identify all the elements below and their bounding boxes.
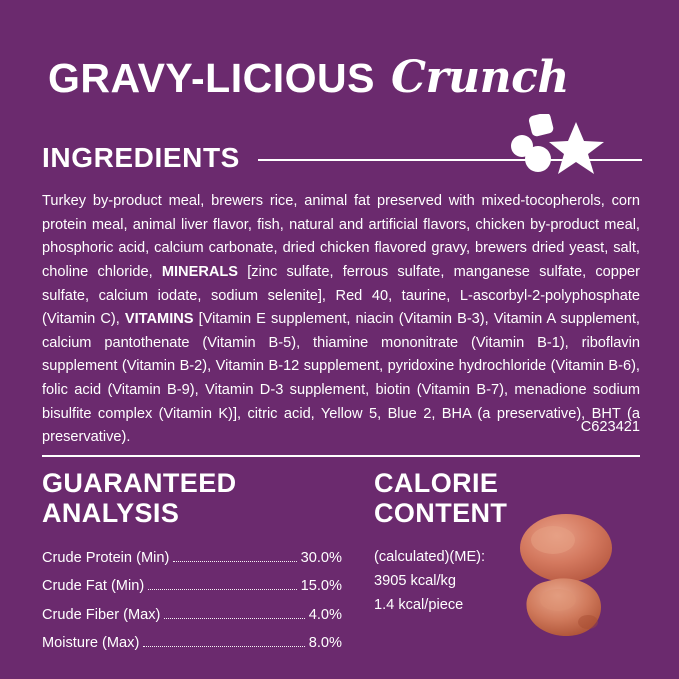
table-row [42, 572, 342, 600]
ingredients-text-2: [zinc sulfate, ferrous sulfate, manganese sulfate, copper sulfate, calcium iodate, sodium selenite], Red 40, taurine, L-ascorbyl-2-polyphosphate (Vitamin C), [42, 263, 640, 328]
nutrient-value: 4.0% [308, 606, 342, 623]
table-row [42, 629, 342, 657]
guaranteed-analysis-rows [42, 544, 342, 656]
calorie-content-heading-line1: CALORIE [374, 468, 499, 498]
ingredients-heading: INGREDIENTS [42, 142, 240, 173]
nutrient-label: Crude Fat (Min) [42, 578, 145, 595]
heading-rule [258, 159, 642, 161]
ingredients-minerals-label: MINERALS [161, 263, 239, 280]
nutrient-value: 8.0% [308, 634, 342, 651]
nutrient-value: 30.0% [300, 550, 342, 567]
product-title-script: Crunch [390, 52, 569, 103]
calorie-line: 1.4 kcal/piece [374, 597, 464, 614]
dot-leader [173, 561, 296, 562]
calorie-content-heading-line2: CONTENT [374, 498, 508, 529]
kibble-product-photo [508, 512, 636, 646]
table-row [42, 544, 342, 572]
dot-leader [164, 618, 304, 619]
guaranteed-analysis-heading-line1: GUARANTEED [42, 468, 237, 498]
ingredients-text-3: [Vitamin E supplement, niacin (Vitamin B-3), Vitamin A supplement, calcium pantothenate (Vitamin B-5), thiamine mononitrate (Vitamin B-1), riboflavin supplement (Vitamin B-2), Vitamin B-12 supplement, pyridoxine hydrochloride (Vitamin B-6), folic acid (Vitamin B-9), Vitamin D-3 supplement, biotin (Vitamin B-7), menadione sodium bisulfite complex (Vitamin K)], citric acid, Yellow 5, Blue 2, BHA (a preservative), BHT (a preservative). [42, 311, 640, 446]
nutrient-value: 15.0% [300, 578, 342, 595]
table-row [42, 601, 342, 629]
calorie-line: 3905 kcal/kg [374, 573, 456, 590]
guaranteed-analysis-heading-line2: ANALYSIS [42, 498, 180, 529]
ingredients-vitamins-label: VITAMINS [124, 311, 194, 328]
dot-leader [148, 589, 296, 590]
guaranteed-analysis-block [42, 468, 342, 657]
lot-code: C623421 [580, 419, 640, 435]
calorie-line: (calculated)(ME): [374, 549, 486, 566]
nutrient-label: Moisture (Max) [42, 634, 140, 651]
guaranteed-analysis-heading [42, 468, 342, 528]
ingredients-text-1: Turkey by-product meal, brewers rice, animal fat preserved with mixed-tocopherols, corn protein meal, animal liver flavor, fish, natural and artificial flavors, chicken by-product meal, phosphoric acid, calcium carbonate, dried chicken flavored gravy, brewers dried yeast, salt, choline chloride, [42, 193, 640, 280]
product-title-main: GRAVY-LICIOUS [48, 55, 375, 101]
dot-leader [143, 646, 304, 647]
ingredients-heading-row [42, 142, 642, 174]
nutrient-label: Crude Fiber (Max) [42, 606, 161, 623]
section-divider [42, 455, 640, 457]
nutrient-label: Crude Protein (Min) [42, 550, 170, 567]
ingredients-body [42, 190, 640, 450]
product-title [48, 52, 638, 112]
